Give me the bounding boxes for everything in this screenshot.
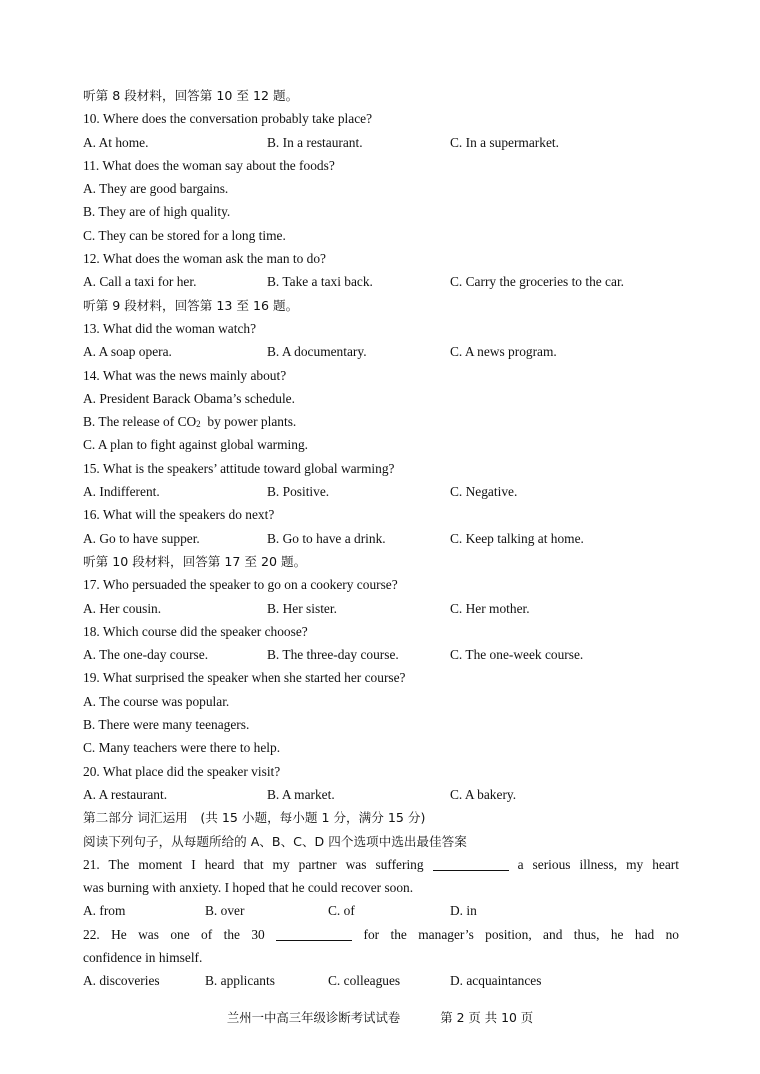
question-22-line-1 — [83, 923, 679, 946]
option-c: C. of — [328, 903, 355, 919]
question-15-stem: 15. What is the speakers’ attitude toward global warming? — [83, 460, 395, 476]
option-c: C. A bakery. — [450, 786, 517, 802]
option-b: B. A market. — [267, 786, 335, 802]
question-17-stem: 17. Who persuaded the speaker to go on a cookery course? — [83, 577, 398, 593]
question-16-stem: 16. What will the speakers do next? — [83, 507, 275, 523]
section-header-10: 听第 10 段材料，回答第 17 至 20 题。 — [83, 553, 307, 569]
question-21-line-2: was burning with anxiety. I hoped that he could recover soon. — [83, 880, 414, 896]
option-a: A. discoveries — [83, 973, 160, 989]
option-d: D. acquaintances — [450, 973, 542, 989]
option-b-text-end: by power plants. — [207, 414, 297, 430]
question-20-options — [83, 783, 679, 806]
question-13-options — [83, 340, 679, 363]
footer-school: 兰州一中高三年级诊断考试试卷 — [226, 1010, 401, 1025]
option-b: B. Take a taxi back. — [267, 274, 373, 290]
option-c: C. Carry the groceries to the car. — [450, 274, 625, 290]
option-c: C. Negative. — [450, 484, 518, 500]
option-a: A. The one-day course. — [83, 647, 209, 663]
option-c: C. Her mother. — [450, 600, 530, 616]
part-two-instruction: 阅读下列句子，从每题所给的 A、B、C、D 四个选项中选出最佳答案 — [83, 833, 467, 849]
question-22-text: 22. He was one of the 30 — [83, 926, 265, 942]
question-11-stem: 11. What does the woman say about the foods? — [83, 157, 335, 173]
question-12-options — [83, 270, 679, 293]
question-17-options — [83, 597, 679, 620]
option-a: A. from — [83, 903, 126, 919]
question-19-stem: 19. What surprised the speaker when she started her course? — [83, 670, 406, 686]
section-header-9: 听第 9 段材料，回答第 13 至 16 题。 — [83, 297, 299, 313]
option-a: A. Go to have supper. — [83, 530, 200, 546]
option-c: C. Many teachers were there to help. — [83, 740, 281, 756]
option-b: B. A documentary. — [267, 344, 367, 360]
question-15-options — [83, 480, 679, 503]
question-13-stem: 13. What did the woman watch? — [83, 320, 257, 336]
option-b: B. Go to have a drink. — [267, 530, 386, 546]
answer-blank — [276, 927, 352, 941]
question-10-options — [83, 131, 679, 154]
question-22-line-2: confidence in himself. — [83, 949, 203, 965]
option-b: B. applicants — [205, 973, 275, 989]
option-c: C. A plan to fight against global warming. — [83, 437, 309, 453]
option-a: A. At home. — [83, 134, 149, 150]
option-d: D. in — [450, 903, 477, 919]
page-footer — [0, 1008, 760, 1026]
option-b-text: B. The release of CO — [83, 414, 197, 430]
question-16-options — [83, 527, 679, 550]
option-c: C. A news program. — [450, 344, 557, 360]
question-21-line-1 — [83, 853, 679, 876]
question-12-stem: 12. What does the woman ask the man to do? — [83, 251, 326, 267]
option-a: A. Her cousin. — [83, 600, 162, 616]
subscript-two: 2 — [196, 419, 201, 430]
option-c: C. colleagues — [328, 973, 401, 989]
option-b: B. Positive. — [267, 484, 330, 500]
question-22-options — [83, 969, 679, 992]
question-22-text-end: for the manager’s position, and thus, he had no — [363, 926, 679, 942]
question-10-stem: 10. Where does the conversation probably take place? — [83, 111, 373, 127]
option-a: A. Call a taxi for her. — [83, 274, 197, 290]
answer-blank — [433, 857, 509, 871]
footer-page-number: 第 2 页 共 10 页 — [440, 1010, 534, 1025]
question-18-stem: 18. Which course did the speaker choose? — [83, 623, 308, 639]
part-two-title: 第二部分 词汇运用 (共 15 小题，每小题 1 分，满分 15 分) — [83, 810, 426, 826]
option-c: C. They can be stored for a long time. — [83, 227, 286, 243]
option-a: A. A soap opera. — [83, 344, 172, 360]
option-a: A. The course was popular. — [83, 693, 230, 709]
option-b: B. There were many teenagers. — [83, 717, 250, 733]
question-14-stem: 14. What was the news mainly about? — [83, 367, 287, 383]
option-a: A. President Barack Obama’s schedule. — [83, 390, 295, 406]
question-18-options — [83, 643, 679, 666]
option-b: B. over — [205, 903, 245, 919]
option-b — [83, 410, 679, 433]
option-b: B. In a restaurant. — [267, 134, 363, 150]
option-c: C. In a supermarket. — [450, 134, 559, 150]
option-b: B. The three-day course. — [267, 647, 399, 663]
question-20-stem: 20. What place did the speaker visit? — [83, 763, 281, 779]
option-a: A. A restaurant. — [83, 786, 168, 802]
exam-content — [83, 84, 679, 993]
option-a: A. They are good bargains. — [83, 181, 229, 197]
section-header-8: 听第 8 段材料，回答第 10 至 12 题。 — [83, 88, 299, 103]
option-c: C. The one-week course. — [450, 647, 584, 663]
option-a: A. Indifferent. — [83, 484, 160, 500]
option-b: B. Her sister. — [267, 600, 337, 616]
question-21-text: 21. The moment I heard that my partner was suffering — [83, 856, 424, 872]
question-21-options — [83, 899, 679, 922]
question-21-text-end: a serious illness, my heart — [517, 856, 679, 872]
option-c: C. Keep talking at home. — [450, 530, 584, 546]
option-b: B. They are of high quality. — [83, 204, 231, 220]
